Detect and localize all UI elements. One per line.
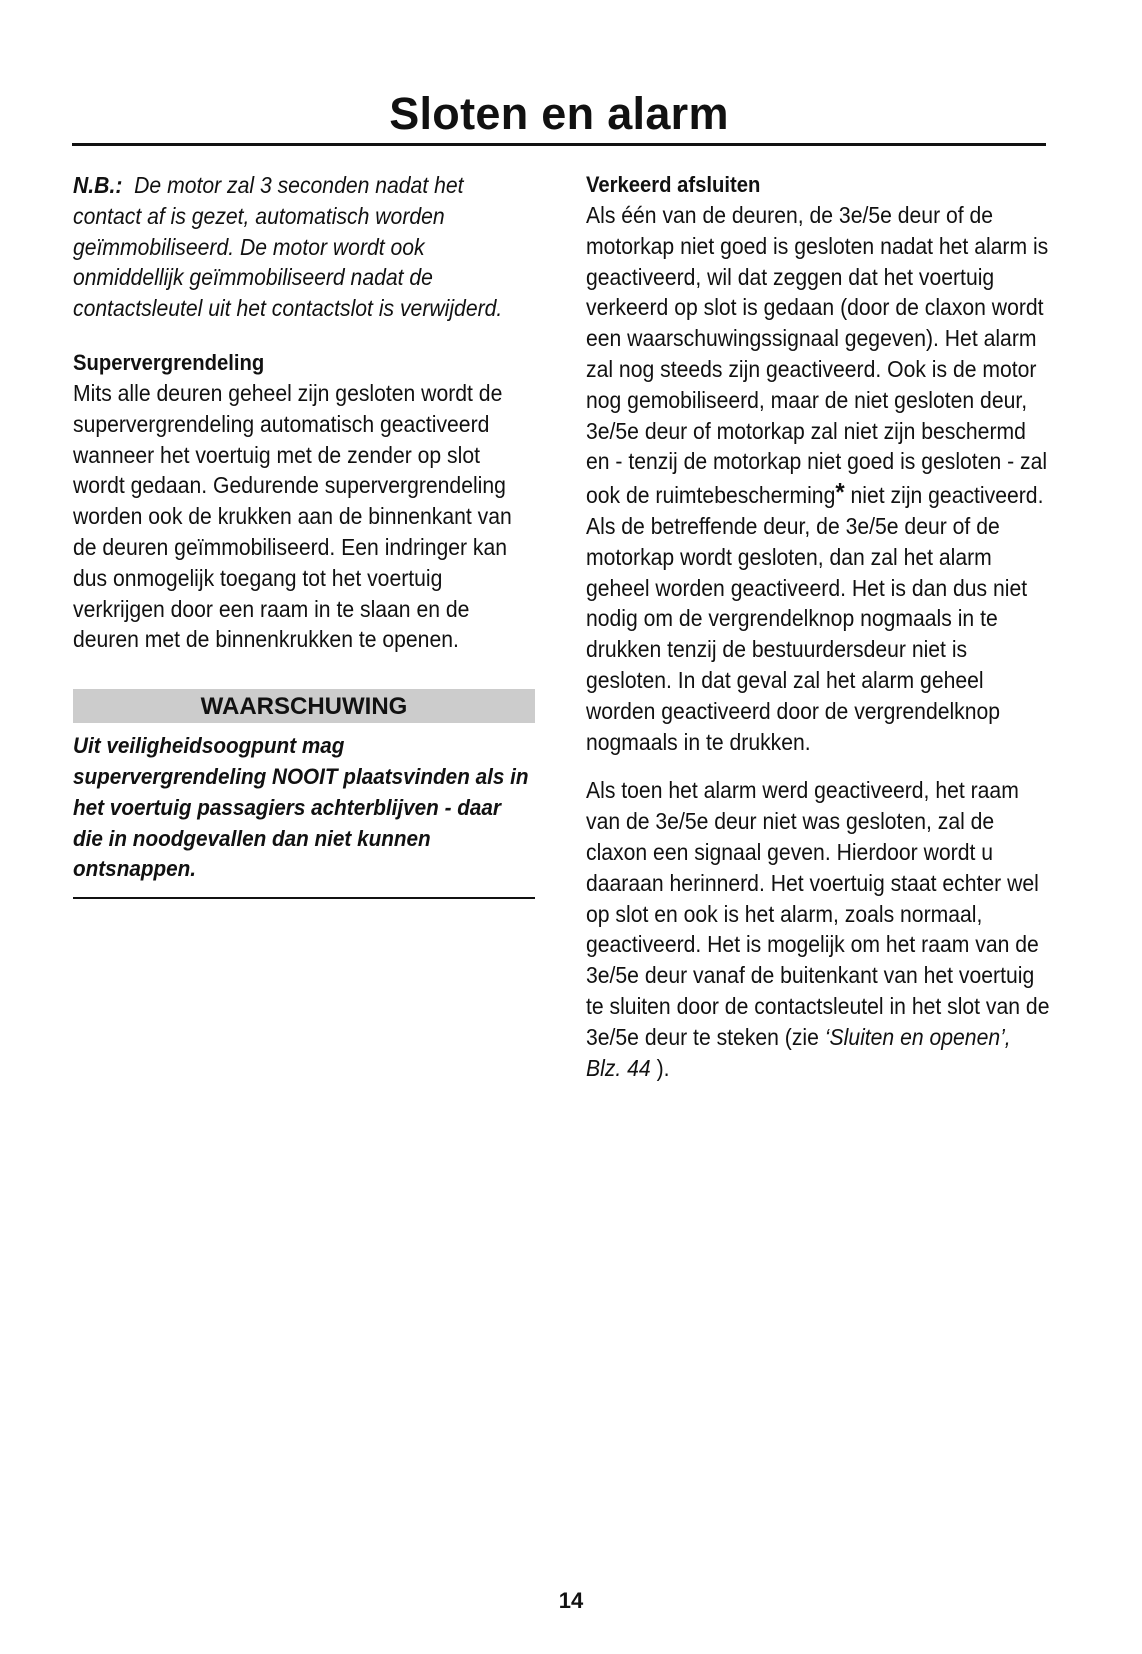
warning-text: Uit veiligheidsoogpunt mag supervergrendeling NOOIT plaatsvinden als in het voertuig passagiers achterblijven - daar die in noodgevallen dan niet kunnen ontsnappen. xyxy=(73,733,529,882)
asterisk-footnote-mark: * xyxy=(835,477,845,508)
verkeerd-afsluiten-para2 xyxy=(586,775,1051,1083)
para1-start: Als één van de deuren, de 3e/5e deur of de motorkap niet goed is gesloten nadat het alarm is geactiveerd, wil dat zeggen dat het voertuig verkeerd op slot is gedaan (door de claxon wordt een waarschuwingssignaal gegeven). Het alarm zal nog steeds zijn geactiveerd. Ook is de motor nog gemobiliseerd, maar de niet gesloten deur, 3e/5e deur of motorkap zal niet zijn beschermd en - tenzij de motorkap niet goed is gesloten - zal ook de ruimtebescherming xyxy=(586,202,1049,509)
nb-note xyxy=(73,170,536,324)
supervergrendeling-heading: Supervergrendeling xyxy=(73,349,265,375)
left-column xyxy=(73,170,535,899)
right-column xyxy=(586,170,1050,1083)
nb-text: De motor zal 3 seconden nadat het contact af is gezet, automatisch worden geïmmobiliseerd. De motor wordt ook onmiddellijk geïmmobiliseerd nadat de contactsleutel uit het contactslot is verwijderd. xyxy=(73,172,503,322)
verkeerd-afsluiten-heading: Verkeerd afsluiten xyxy=(586,172,761,197)
para2-start: Als toen het alarm werd geactiveerd, het raam van de 3e/5e deur niet was gesloten, zal de claxon een signaal geven. Hierdoor wordt u daaraan herinnerd. Het voertuig staat echter wel op slot en ook is het alarm, zoals normaal, geactiveerd. Het is mogelijk om het raam van de 3e/5e deur vanaf de buitenkant van het voertuig te sluiten door de contactsleutel in het slot van de 3e/5e deur te steken (zie xyxy=(586,777,1050,1050)
page-number: 14 xyxy=(558,1588,584,1613)
title-divider xyxy=(72,143,1046,146)
warning-banner: WAARSCHUWING xyxy=(73,689,535,723)
verkeerd-afsluiten-para1 xyxy=(586,200,1051,757)
nb-label: N.B.: xyxy=(73,172,123,198)
warning-divider xyxy=(73,897,535,899)
supervergrendeling-text: Mits alle deuren geheel zijn gesloten wordt de supervergrendeling automatisch geactiveerd wanneer het voertuig met de zender op slot wordt gedaan. Gedurende supervergrendeling worden ook de krukken aan de binnenkant van de deuren geïmmobiliseerd. Een indringer kan dus onmogelijk toegang tot het voertuig verkrijgen door een raam in te slaan en de deuren met de binnenkrukken te openen. xyxy=(73,379,512,653)
para2-end: ). xyxy=(650,1054,670,1081)
para1-end: niet zijn geactiveerd. Als de betreffende deur, de 3e/5e deur of de motorkap wordt gesloten, dan zal het alarm geheel worden geactiveerd. Het is dan dus niet nodig om de vergrendelknop nogmaals in te drukken tenzij de bestuurdersdeur niet is gesloten. In dat geval zal het alarm geheel worden geactiveerd door de vergrendelknop nogmaals in te drukken. xyxy=(586,482,1044,755)
page-reference-link[interactable]: ‘Sluiten en openen’, Blz. 44 xyxy=(586,1023,1011,1081)
page-title: Sloten en alarm xyxy=(389,88,729,139)
